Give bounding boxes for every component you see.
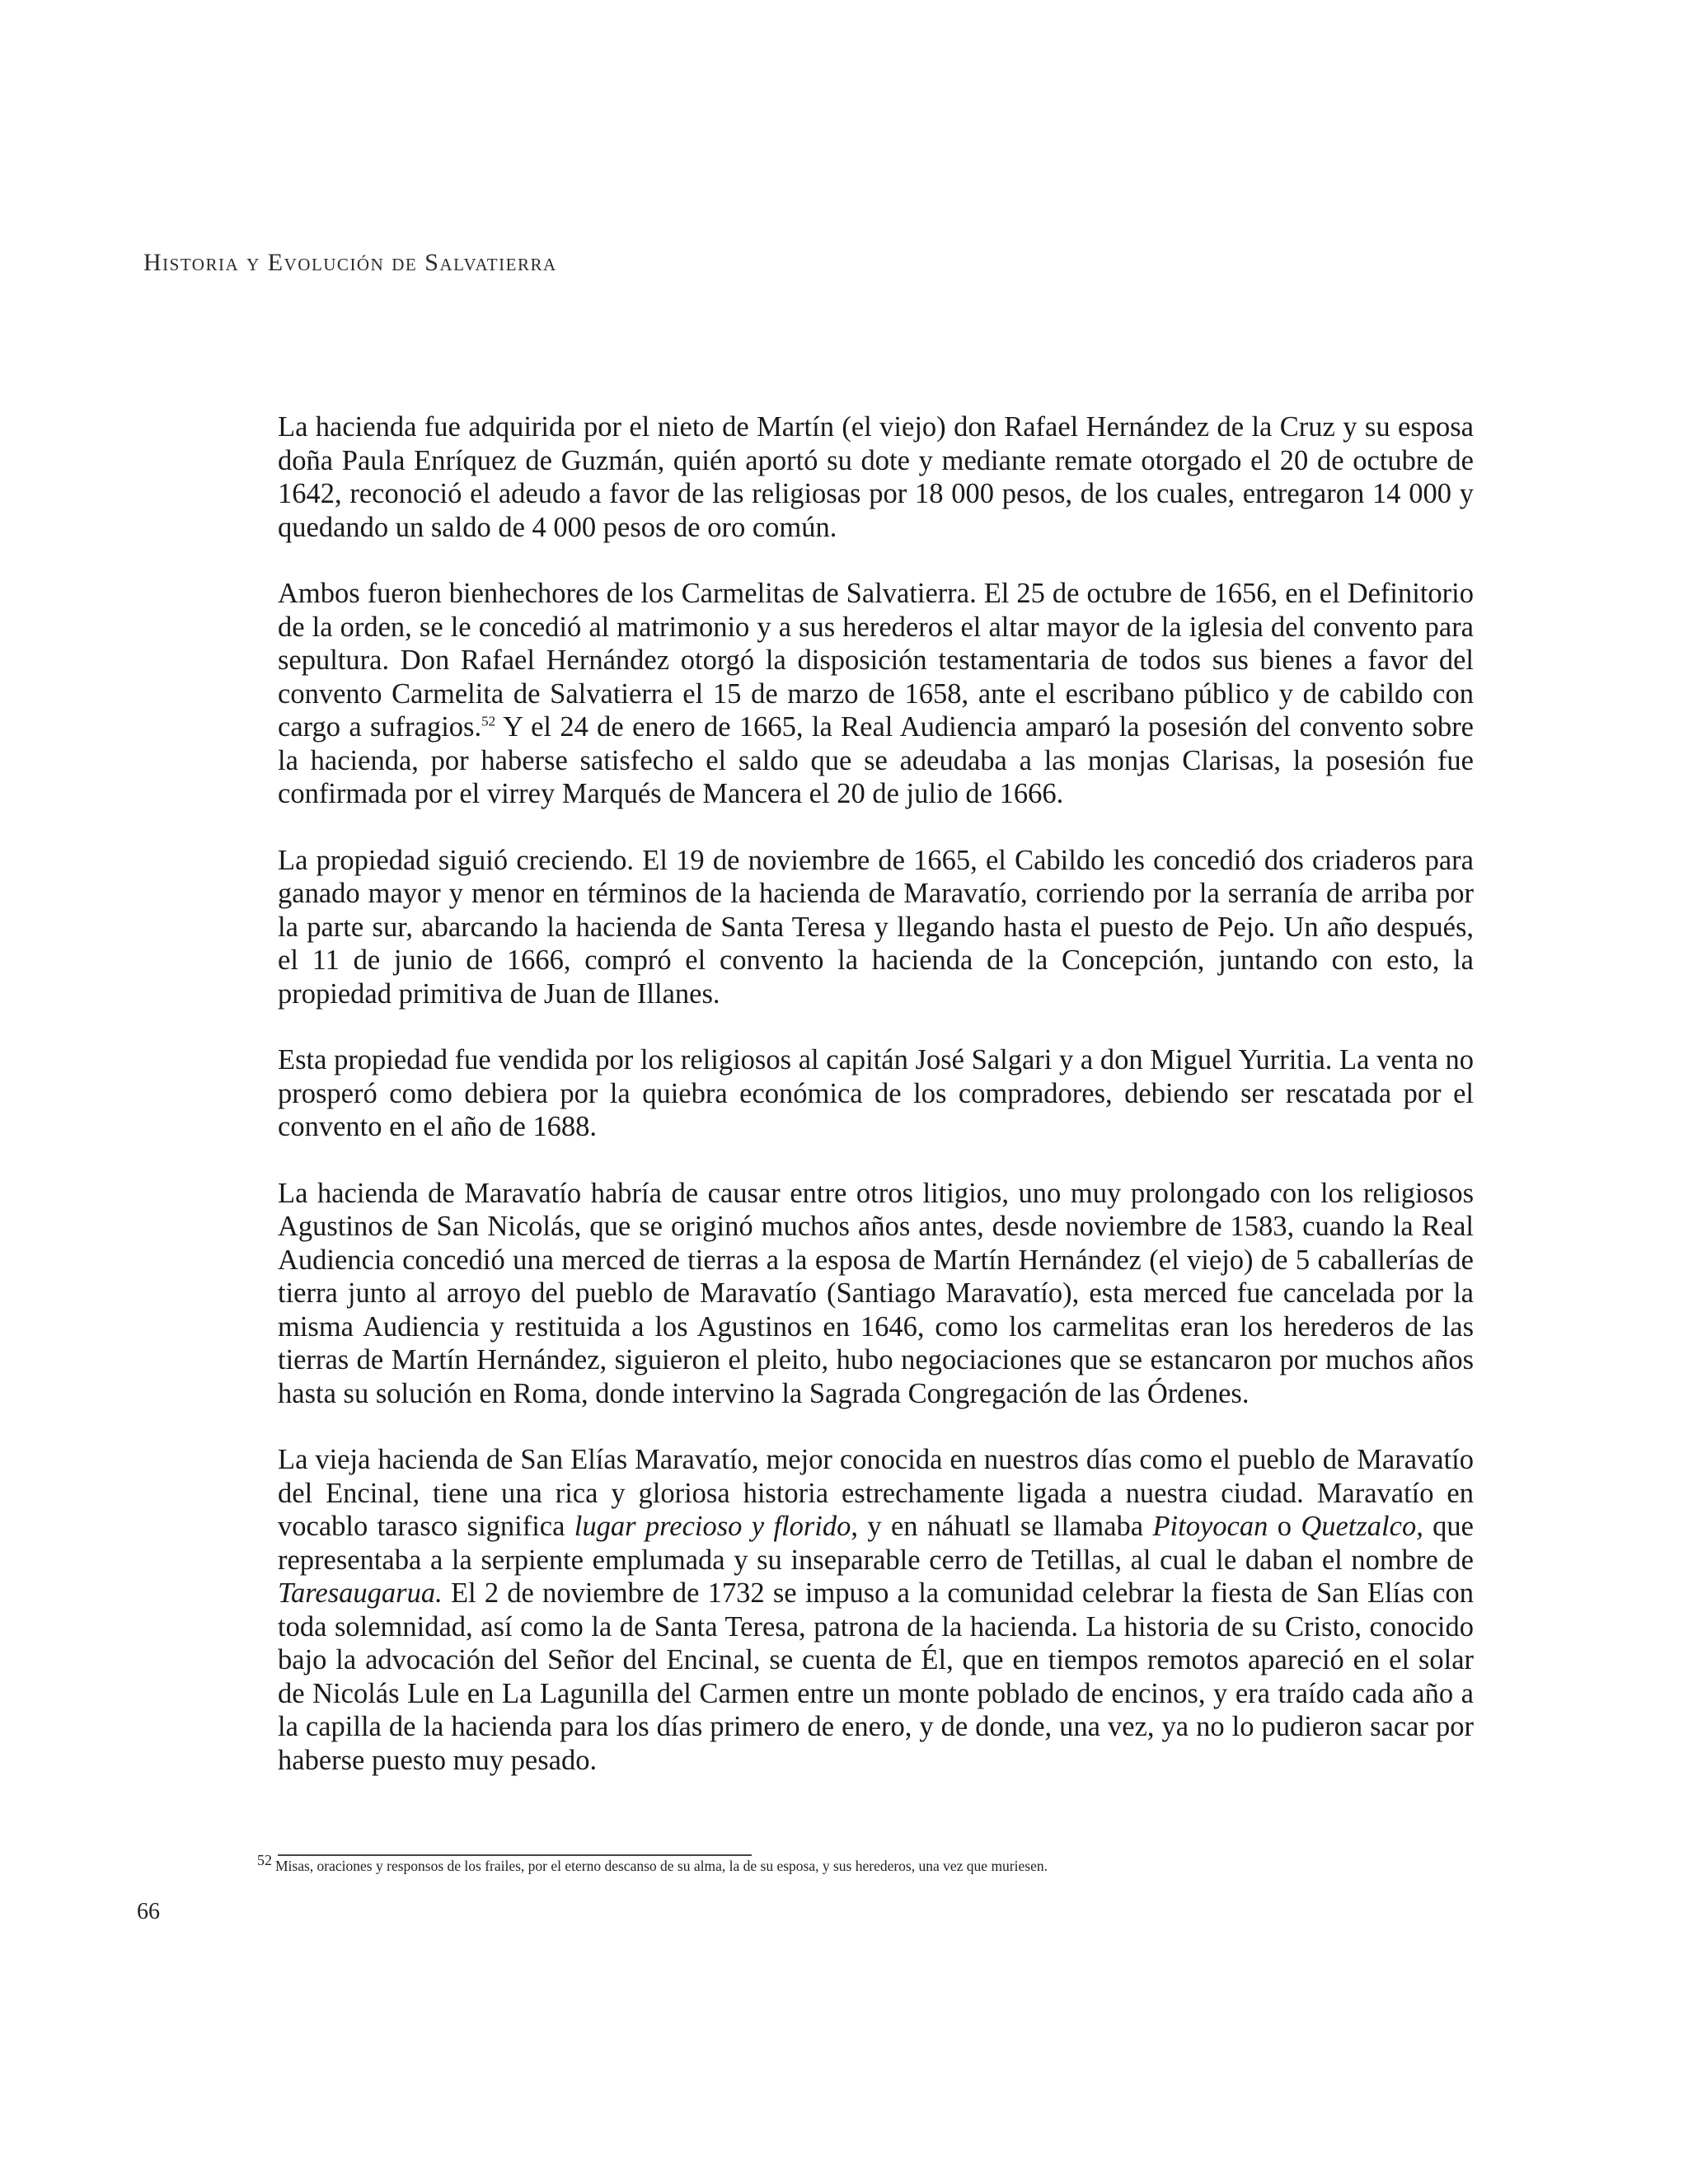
paragraph-1: La hacienda fue adquirida por el nieto de Martín (el viejo) don Rafael Hernández de la Cruz y su esposa doña Paula Enríquez de Guzmán, quién aportó su dote y mediante remate otorgado el 20 de octubre de 1642, reconoció el adeudo a favor de las religiosas por 18 000 pesos, de los cuales, entregaron 14 000 y quedando un saldo de 4 000 pesos de oro común. (278, 411, 1474, 543)
paragraph-6-part-c: o (1268, 1511, 1301, 1542)
paragraph-6-part-d: que representaba a la serpiente emplumada y su inseparable cerro de Tetillas, al cual le daban el nombre de (278, 1511, 1474, 1576)
footnote-text: Misas, oraciones y responsos de los frailes, por el eterno descanso de su alma, la de su esposa, y sus herederos, una vez que muriesen. (275, 1858, 1048, 1874)
paragraph-6-part-e: El 2 de noviembre de 1732 se impuso a la comunidad celebrar la fiesta de San Elías con toda solemnidad, así como la de Santa Teresa, patrona de la hacienda. La historia de su Cristo, conocido bajo la advocación del Señor del Encinal, se cuenta de Él, que en tiempos remotos apareció en el solar de Nicolás Lule en La Lagunilla del Carmen entre un monte poblado de encinos, y era traído cada año a la capilla de la hacienda para los días primero de enero, y de donde, una vez, ya no lo pudieron sacar por haberse puesto muy pesado. (278, 1577, 1474, 1776)
paragraph-6-part-b: , y en náhuatl se llamaba (851, 1511, 1153, 1542)
page-number: 66 (137, 1899, 160, 1924)
footnote-reference[interactable]: 52 (481, 713, 496, 729)
italic-term-lugar: lugar precioso y florido (574, 1511, 851, 1542)
paragraph-2 (278, 577, 1474, 811)
footnote-divider (278, 1854, 752, 1856)
running-header: Historia y Evolución de Salvatierra (143, 249, 557, 276)
italic-term-pitoyocan: Pitoyocan (1152, 1511, 1268, 1542)
italic-term-taresaugarua: Taresaugarua. (278, 1577, 443, 1609)
body-text (278, 410, 1474, 1777)
paragraph-2-part-b: Y el 24 de enero de 1665, la Real Audiencia amparó la posesión del convento sobre la hacienda, por haberse satisfecho el saldo que se adeudaba a las monjas Clarisas, la posesión fue confirmada por el virrey Marqués de Mancera el 20 de julio de 1666. (278, 711, 1474, 809)
paragraph-3: La propiedad siguió creciendo. El 19 de noviembre de 1665, el Cabildo les concedió dos criaderos para ganado mayor y menor en términos de la hacienda de Maravatío, corriendo por la serranía de arriba por la parte sur, abarcando la hacienda de Santa Teresa y llegando hasta el puesto de Pejo. Un año después, el 11 de junio de 1666, compró el convento la hacienda de la Concepción, juntando con esto, la propiedad primitiva de Juan de Illanes. (278, 844, 1474, 1010)
footnote-marker: 52 (257, 1852, 272, 1869)
paragraph-6-part-a: La vieja hacienda de San Elías Maravatío, mejor conocida en nuestros días como el pueblo de Maravatío del Encinal, tiene una rica y gloriosa historia estrechamente ligada a nuestra ciudad. Maravatío en vocablo tarasco significa (278, 1444, 1474, 1542)
paragraph-4: Esta propiedad fue vendida por los religiosos al capitán José Salgari y a don Miguel Yurritia. La venta no prosperó como debiera por la quiebra económica de los compradores, debiendo ser rescatada por el convento en el año de 1688. (278, 1044, 1474, 1142)
paragraph-6 (278, 1443, 1474, 1777)
italic-term-quetzalco: Quetzalco, (1301, 1511, 1423, 1542)
footnote (257, 1852, 1477, 1875)
paragraph-5: La hacienda de Maravatío habría de causar entre otros litigios, uno muy prolongado con los religiosos Agustinos de San Nicolás, que se originó muchos años antes, desde noviembre de 1583, cuando la Real Audiencia concedió una merced de tierras a la esposa de Martín Hernández (el viejo) de 5 caballerías de tierra junto al arroyo del pueblo de Maravatío (Santiago Maravatío), esta merced fue cancelada por la misma Audiencia y restituida a los Agustinos en 1646, como los carmelitas eran los herederos de las tierras de Martín Hernández, siguieron el pleito, hubo negociaciones que se estancaron por muchos años hasta su solución en Roma, donde intervino la Sagrada Congregación de las Órdenes. (278, 1177, 1474, 1409)
paragraph-2-part-a: Ambos fueron bienhechores de los Carmelitas de Salvatierra. El 25 de octubre de 1656, en el Definitorio de la orden, se le concedió al matrimonio y a sus herederos el altar mayor de la iglesia del convento para sepultura. Don Rafael Hernández otorgó la disposición testamentaria de todos sus bienes a favor del convento Carmelita de Salvatierra el 15 de marzo de 1658, ante el escribano público y de cabildo con cargo a sufragios. (278, 578, 1474, 743)
